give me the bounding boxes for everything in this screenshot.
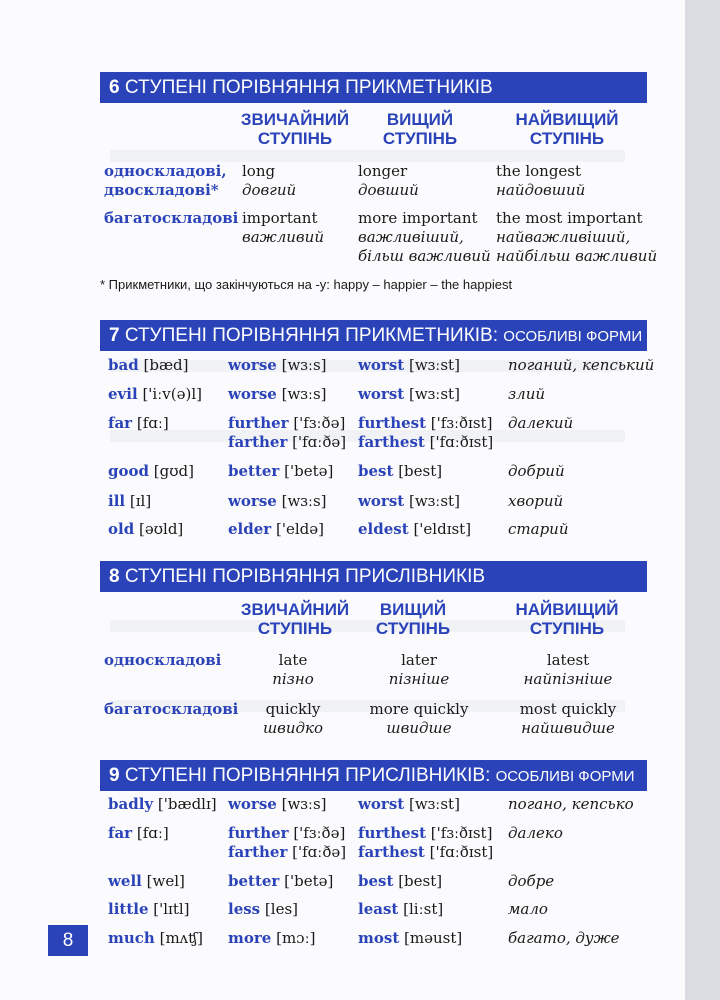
word-form: worse (228, 492, 277, 510)
transcription: [wɜːs] (281, 795, 327, 813)
word-cell (358, 356, 460, 375)
word-cell (228, 385, 327, 404)
word-cell (108, 462, 194, 481)
header-comparative-adv: ВИЩИЙ СТУПІНЬ (375, 600, 451, 638)
transcription: [wɜːst] (408, 385, 460, 403)
word-cell (228, 520, 324, 539)
cell-the-most-important: the most important найважливіший, найбільш важливий (496, 209, 658, 265)
section-8-title: СТУПЕНІ ПОРІВНЯННЯ ПРИСЛІВНИКІВ (124, 566, 486, 587)
translation: погано, кепсько (508, 795, 634, 813)
transcription: [bæd] (143, 356, 189, 374)
word-form: good (108, 462, 149, 480)
word-cell (108, 356, 189, 375)
transcription: [wɜːs] (281, 492, 327, 510)
word-form: far (108, 414, 133, 432)
cell-most-quickly: most quickly найшвидше (519, 700, 617, 737)
word-cell (108, 824, 169, 843)
translation: добрий (508, 462, 565, 480)
transcription: ['eldɪst] (413, 520, 472, 538)
word-form: worst (358, 356, 405, 374)
transcription: ['fɜːðɪst] (430, 414, 493, 432)
transcription: ['fɑːðɪst] (429, 433, 494, 451)
translation: далеко (508, 824, 563, 842)
word-form: farthest (358, 843, 425, 861)
header-positive-adv: ЗВИЧАЙНИЙ СТУПІНЬ (240, 600, 350, 638)
section-7-title: СТУПЕНІ ПОРІВНЯННЯ ПРИКМЕТНИКІВ: (124, 325, 499, 346)
translation: старий (508, 520, 569, 538)
word-cell (108, 520, 183, 539)
section-7-title-bar (100, 320, 647, 351)
word-cell (358, 520, 471, 539)
translation: мало (508, 900, 548, 918)
translation: добре (508, 872, 555, 890)
section-6-number: 6 (109, 77, 120, 98)
word-form: furthest (358, 414, 427, 432)
word-cell (108, 385, 202, 404)
word-cell (358, 462, 442, 481)
section-9-title: СТУПЕНІ ПОРІВНЯННЯ ПРИСЛІВНИКІВ: (124, 765, 491, 786)
footnote: * Прикметники, що закінчуються на -y: happy – happier – the happiest (100, 277, 513, 292)
transcription: [best] (398, 872, 443, 890)
word-cell (228, 433, 346, 452)
transcription: [best] (398, 462, 443, 480)
word-cell (108, 414, 169, 433)
word-cell (228, 900, 298, 919)
transcription: [wɜːs] (281, 385, 327, 403)
word-cell (358, 385, 460, 404)
transcription: ['bædlɪ] (157, 795, 217, 813)
transcription: [wɜːst] (408, 795, 460, 813)
transcription: ['fɜːðə] (293, 414, 346, 432)
cell-the-longest: the longest найдовший (496, 162, 586, 199)
transcription: ['lɪtl] (153, 900, 190, 918)
word-form: farthest (358, 433, 425, 451)
word-form: worst (358, 492, 405, 510)
transcription: ['fɜːðə] (293, 824, 346, 842)
transcription: ['betə] (284, 462, 334, 480)
word-cell (358, 824, 492, 843)
word-form: ill (108, 492, 126, 510)
cell-longer: longer довший (358, 162, 419, 199)
section-8-title-bar (100, 561, 647, 592)
word-form: more (228, 929, 272, 947)
cell-more-quickly: more quickly швидше (369, 700, 469, 737)
word-cell (228, 492, 327, 511)
row-label-one-syllable: односкладові, двоскладові* (104, 162, 227, 199)
transcription: [gʊd] (153, 462, 194, 480)
transcription: [wɜːs] (281, 356, 327, 374)
word-form: eldest (358, 520, 409, 538)
transcription: [fɑː] (136, 824, 169, 842)
word-form: worse (228, 356, 277, 374)
section-8-number: 8 (109, 566, 120, 587)
translation: багато, дуже (508, 929, 620, 947)
transcription: ['betə] (284, 872, 334, 890)
word-form: bad (108, 356, 139, 374)
word-form: little (108, 900, 149, 918)
word-cell (108, 872, 185, 891)
transcription: ['iːv(ə)l] (142, 385, 202, 403)
word-form: better (228, 872, 280, 890)
page-number: 8 (48, 925, 88, 956)
word-form: less (228, 900, 261, 918)
word-form: elder (228, 520, 272, 538)
word-cell (228, 843, 346, 862)
word-form: much (108, 929, 155, 947)
cell-latest: latest найпізніше (523, 651, 613, 688)
word-form: far (108, 824, 133, 842)
section-6-title-bar (100, 72, 647, 103)
word-form: worst (358, 795, 405, 813)
transcription: ['fɑːðɪst] (429, 843, 494, 861)
transcription: [məust] (404, 929, 463, 947)
word-form: furthest (358, 824, 427, 842)
section-9-subtitle: ОСОБЛИВІ ФОРМИ (495, 768, 635, 785)
word-cell (358, 795, 460, 814)
word-cell (228, 462, 333, 481)
transcription: [les] (264, 900, 298, 918)
cell-later: later пізніше (388, 651, 450, 688)
cell-more-important: more important важливіший, більш важливий (358, 209, 491, 265)
word-form: better (228, 462, 280, 480)
word-cell (358, 843, 493, 862)
translation: хворий (508, 492, 564, 510)
word-cell (358, 492, 460, 511)
word-form: best (358, 462, 394, 480)
word-cell (108, 900, 190, 919)
word-form: worse (228, 385, 277, 403)
section-9-number: 9 (109, 765, 120, 786)
transcription: [wel] (146, 872, 185, 890)
page-edge (685, 0, 720, 1000)
word-cell (108, 492, 151, 511)
word-cell (228, 414, 345, 433)
word-form: least (358, 900, 399, 918)
word-cell (228, 872, 333, 891)
word-cell (358, 872, 442, 891)
transcription: [mʌʧ] (159, 929, 203, 947)
transcription: ['eldə] (275, 520, 324, 538)
adv-row-label-one-syllable: односкладові (104, 651, 222, 669)
transcription: ['fɑːðə] (292, 433, 347, 451)
transcription: [liːst] (403, 900, 444, 918)
transcription: [ɪl] (129, 492, 152, 510)
word-cell (358, 929, 462, 948)
word-cell (358, 900, 443, 919)
word-form: old (108, 520, 135, 538)
word-cell (228, 356, 327, 375)
section-9-title-bar (100, 760, 647, 791)
header-comparative: ВИЩИЙ СТУПІНЬ (382, 110, 458, 148)
section-7-number: 7 (109, 325, 120, 346)
translation: поганий, кепський (508, 356, 655, 374)
transcription: ['fɜːðɪst] (430, 824, 493, 842)
section-7-subtitle: ОСОБЛИВІ ФОРМИ (503, 328, 643, 345)
word-form: most (358, 929, 400, 947)
word-cell (228, 929, 316, 948)
cell-late: late пізно (272, 651, 314, 688)
header-positive: ЗВИЧАЙНИЙ СТУПІНЬ (240, 110, 350, 148)
cell-long: long довгий (242, 162, 297, 199)
word-cell (228, 795, 327, 814)
word-cell (358, 433, 493, 452)
word-form: farther (228, 433, 288, 451)
transcription: [wɜːst] (408, 356, 460, 374)
word-form: worse (228, 795, 277, 813)
transcription: ['fɑːðə] (292, 843, 347, 861)
cell-important: important важливий (242, 209, 324, 246)
word-cell (228, 824, 345, 843)
translation: далекий (508, 414, 574, 432)
adv-row-label-multi-syllable: багатоскладові (104, 700, 239, 718)
transcription: [əʊld] (138, 520, 184, 538)
transcription: [mɔː] (276, 929, 316, 947)
cell-quickly: quickly швидко (262, 700, 324, 737)
word-cell (358, 414, 492, 433)
translation: злий (508, 385, 546, 403)
section-6-title: СТУПЕНІ ПОРІВНЯННЯ ПРИКМЕТНИКІВ (124, 77, 493, 98)
word-form: further (228, 414, 289, 432)
word-form: further (228, 824, 289, 842)
header-superlative: НАЙВИЩИЙ СТУПІНЬ (515, 110, 619, 148)
word-form: evil (108, 385, 138, 403)
header-superlative-adv: НАЙВИЩИЙ СТУПІНЬ (515, 600, 619, 638)
transcription: [fɑː] (136, 414, 169, 432)
row-label-multi-syllable: багатоскладові (104, 209, 239, 227)
word-cell (108, 929, 203, 948)
word-form: well (108, 872, 142, 890)
word-form: best (358, 872, 394, 890)
word-cell (108, 795, 217, 814)
word-form: worst (358, 385, 405, 403)
word-form: badly (108, 795, 154, 813)
transcription: [wɜːst] (408, 492, 460, 510)
word-form: farther (228, 843, 288, 861)
